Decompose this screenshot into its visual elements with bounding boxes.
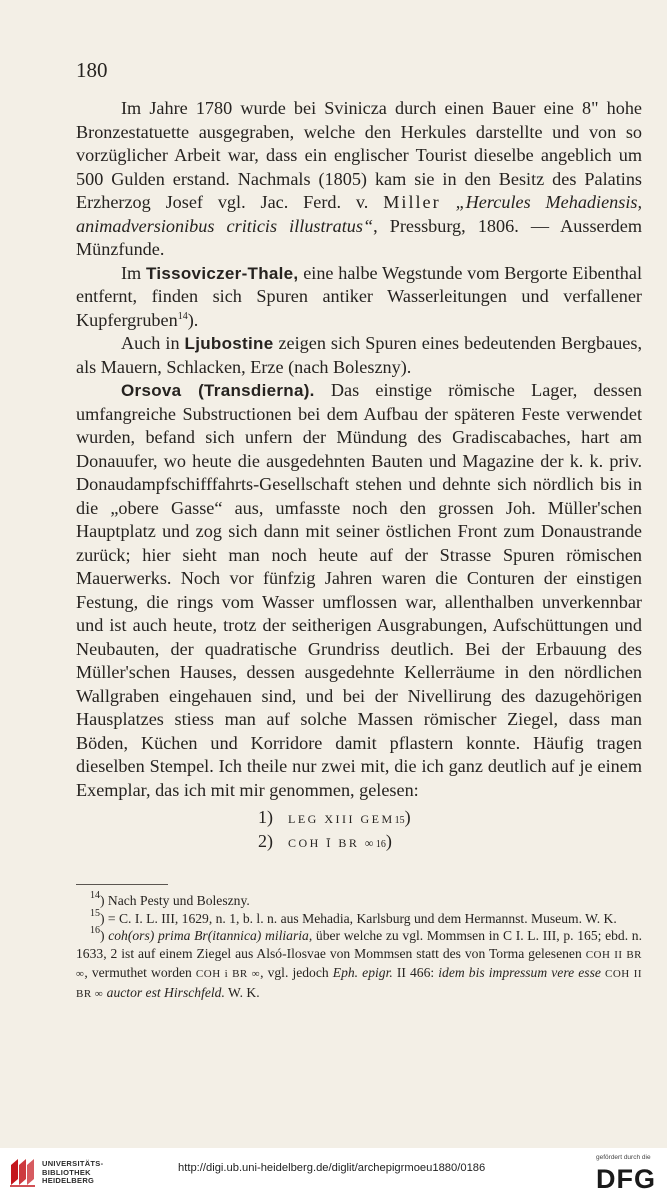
text-run: coh(ors) prima Br(itannica) miliaria xyxy=(108,928,309,944)
paragraph-orsova xyxy=(76,379,642,802)
text-run: ) Nach Pesty und Boleszny. xyxy=(100,893,250,908)
paragraph-svinicza xyxy=(76,97,642,262)
text-run: eine halbe Wegstunde vom Bergorte Eibenthal entfernt, finden sich Spuren antiker Wasserleitungen und verfallener Kupfergruben xyxy=(76,262,642,330)
text-run: Tissoviczer-Thale, xyxy=(145,263,299,283)
paragraph-ljubostine xyxy=(76,332,642,379)
digitization-footer xyxy=(0,1148,667,1196)
inscription-item: 2) COH Ī BR ∞ 16 ) xyxy=(258,830,642,854)
text-run: COH II BR ∞ xyxy=(76,968,643,1000)
footnote-divider xyxy=(76,884,168,885)
dfg-logo-icon[interactable] xyxy=(594,1162,658,1192)
text-run: auctor est Hirschfeld. xyxy=(106,984,225,1000)
funded-by-label: gefördert durch die xyxy=(596,1154,651,1161)
text-run: , über welche zu vgl. Mommsen in C I. L. III, p. 165; ebd. n. 1633, 2 ist auf einem Ziegel aus Alsó-Ilosvae von Mommsen statt des von Torma gelesenen xyxy=(76,928,642,961)
text-run: Eph. epigr. xyxy=(332,965,393,981)
text-run: COH i BR ∞ xyxy=(195,968,261,981)
footnote-marker: 15 xyxy=(90,907,100,919)
text-run: COH II BR ∞ xyxy=(76,948,642,981)
text-run: ). xyxy=(187,309,199,330)
inscription-number: 2) xyxy=(258,831,273,851)
text-run: idem bis impressum vere esse xyxy=(438,965,601,981)
body-text xyxy=(76,97,642,854)
svg-text:DFG: DFG xyxy=(596,1164,656,1192)
inscription-item: 1) LEG XIII GEM 15 ) xyxy=(258,806,642,830)
footnote-marker: 14 xyxy=(177,310,188,322)
text-run: , vgl. jedoch xyxy=(260,965,333,981)
text-run: , Pressburg, 1806. — Ausserdem Münzfunde. xyxy=(76,215,642,259)
text-run: Das einstige römische Lager, dessen umfangreiche Substructionen bei dem Aufbau der späteren Feste verwendet wurden, befand sich unfern der Mündung des Gradiscabaches, hart am Donauufer, wo heute die ausgedehnten Bauten und Magazine der k. k. priv. Donaudampfschifffahrts-Gesellschaft stehen und dehnte sich nördlich bis in die „obere Gasse“ aus, umfasste noch den grossen Joh. Müller'schen Hauptplatz und zog sich dann mit seiner östlichen Front zum Donaustrande zurück; hier sieht man noch heute auf der Strasse Spuren römischen Mauerwerks. Noch vor fünfzig Jahren waren die Conturen der einstigen Festung, die rings vom Wasser umflossen war, allenthalben unverkennbar und ist auch heute, trotz der seitherigen Ausgrabungen, Aufschüttungen und Neubauten, der quadratische Grundriss deutlich. Bei der Erbauung des Müller'schen Hauses, dessen ausgedehnte Kellerräume in den nördlichen Wallgraben eingehauen sind, und bei der Nivellirung des dazugehörigen Hausplatzes stiess man auf solche Massen römischer Ziegel, dass man Böden, Küchen und Korridore damit pflastern konnte. Häufig tragen dieselben Stempel. Ich theile nur zwei mit, die ich ganz deutlich auf je einem Exemplar, das ich mit mir genommen, gelesen: xyxy=(76,380,643,800)
paragraph-tissoviczer-thale xyxy=(76,262,642,333)
footnote-16 xyxy=(76,927,642,1003)
text-run: Orsova (Transdierna). xyxy=(121,381,315,400)
text-run: W. K. xyxy=(224,984,260,1000)
text-run: zeigen sich Spuren eines bedeutenden Bergbaues, als Mauern, Schlacken, Erze (nach Boleszny). xyxy=(76,333,642,377)
inscription-text: LEG XIII GEM xyxy=(288,812,395,826)
university-library-logo-icon[interactable] xyxy=(8,1156,38,1188)
footnote-14 xyxy=(76,892,642,910)
inscription-number: 1) xyxy=(258,807,273,827)
text-run: Im xyxy=(121,262,146,283)
text-run xyxy=(441,192,456,212)
library-name: UNIVERSITÄTS- BIBLIOTHEK HEIDELBERG xyxy=(42,1159,104,1185)
text-run: II 466: xyxy=(392,965,439,981)
inscription-list xyxy=(258,806,642,854)
text-run: Ljubostine xyxy=(184,334,274,353)
page-number: 180 xyxy=(76,58,108,82)
footnote-marker: 16 xyxy=(90,925,100,937)
text-run: „Hercules Mehadiensis, animadversionibus criticis illustratus“ xyxy=(76,192,643,236)
text-run: , vermuthet worden xyxy=(84,965,196,981)
text-run: Im Jahre 1780 wurde bei Svinicza durch einen Bauer eine 8" hohe Bronzestatuette ausgegraben, welche den Herkules darstellte und von so vorzüglicher Arbeit war, dass ein englischer Tourist dieselbe angeblich um 500 Gulden erstand. Nachmals (1805) kam sie in den Besitz des Palatins Erzherzog Josef vgl. Jac. Ferd. v. xyxy=(76,98,642,212)
permalink-url[interactable]: http://digi.ub.uni-heidelberg.de/diglit/archepigrmoeu1880/0186 xyxy=(178,1162,486,1174)
footnote-marker: 14 xyxy=(90,890,100,901)
footnote-15 xyxy=(76,907,642,928)
footnotes xyxy=(76,892,642,1004)
text-run: Auch in xyxy=(121,333,185,353)
inscription-text: COH Ī BR ∞ xyxy=(288,836,376,850)
text-run: Miller xyxy=(383,192,441,212)
text-run: ) = C. I. L. III, 1629, n. 1, b. l. n. aus Mehadia, Karlsburg und dem Hermannst. Museum. W. K. xyxy=(100,910,617,926)
text-run: ) xyxy=(100,928,109,944)
